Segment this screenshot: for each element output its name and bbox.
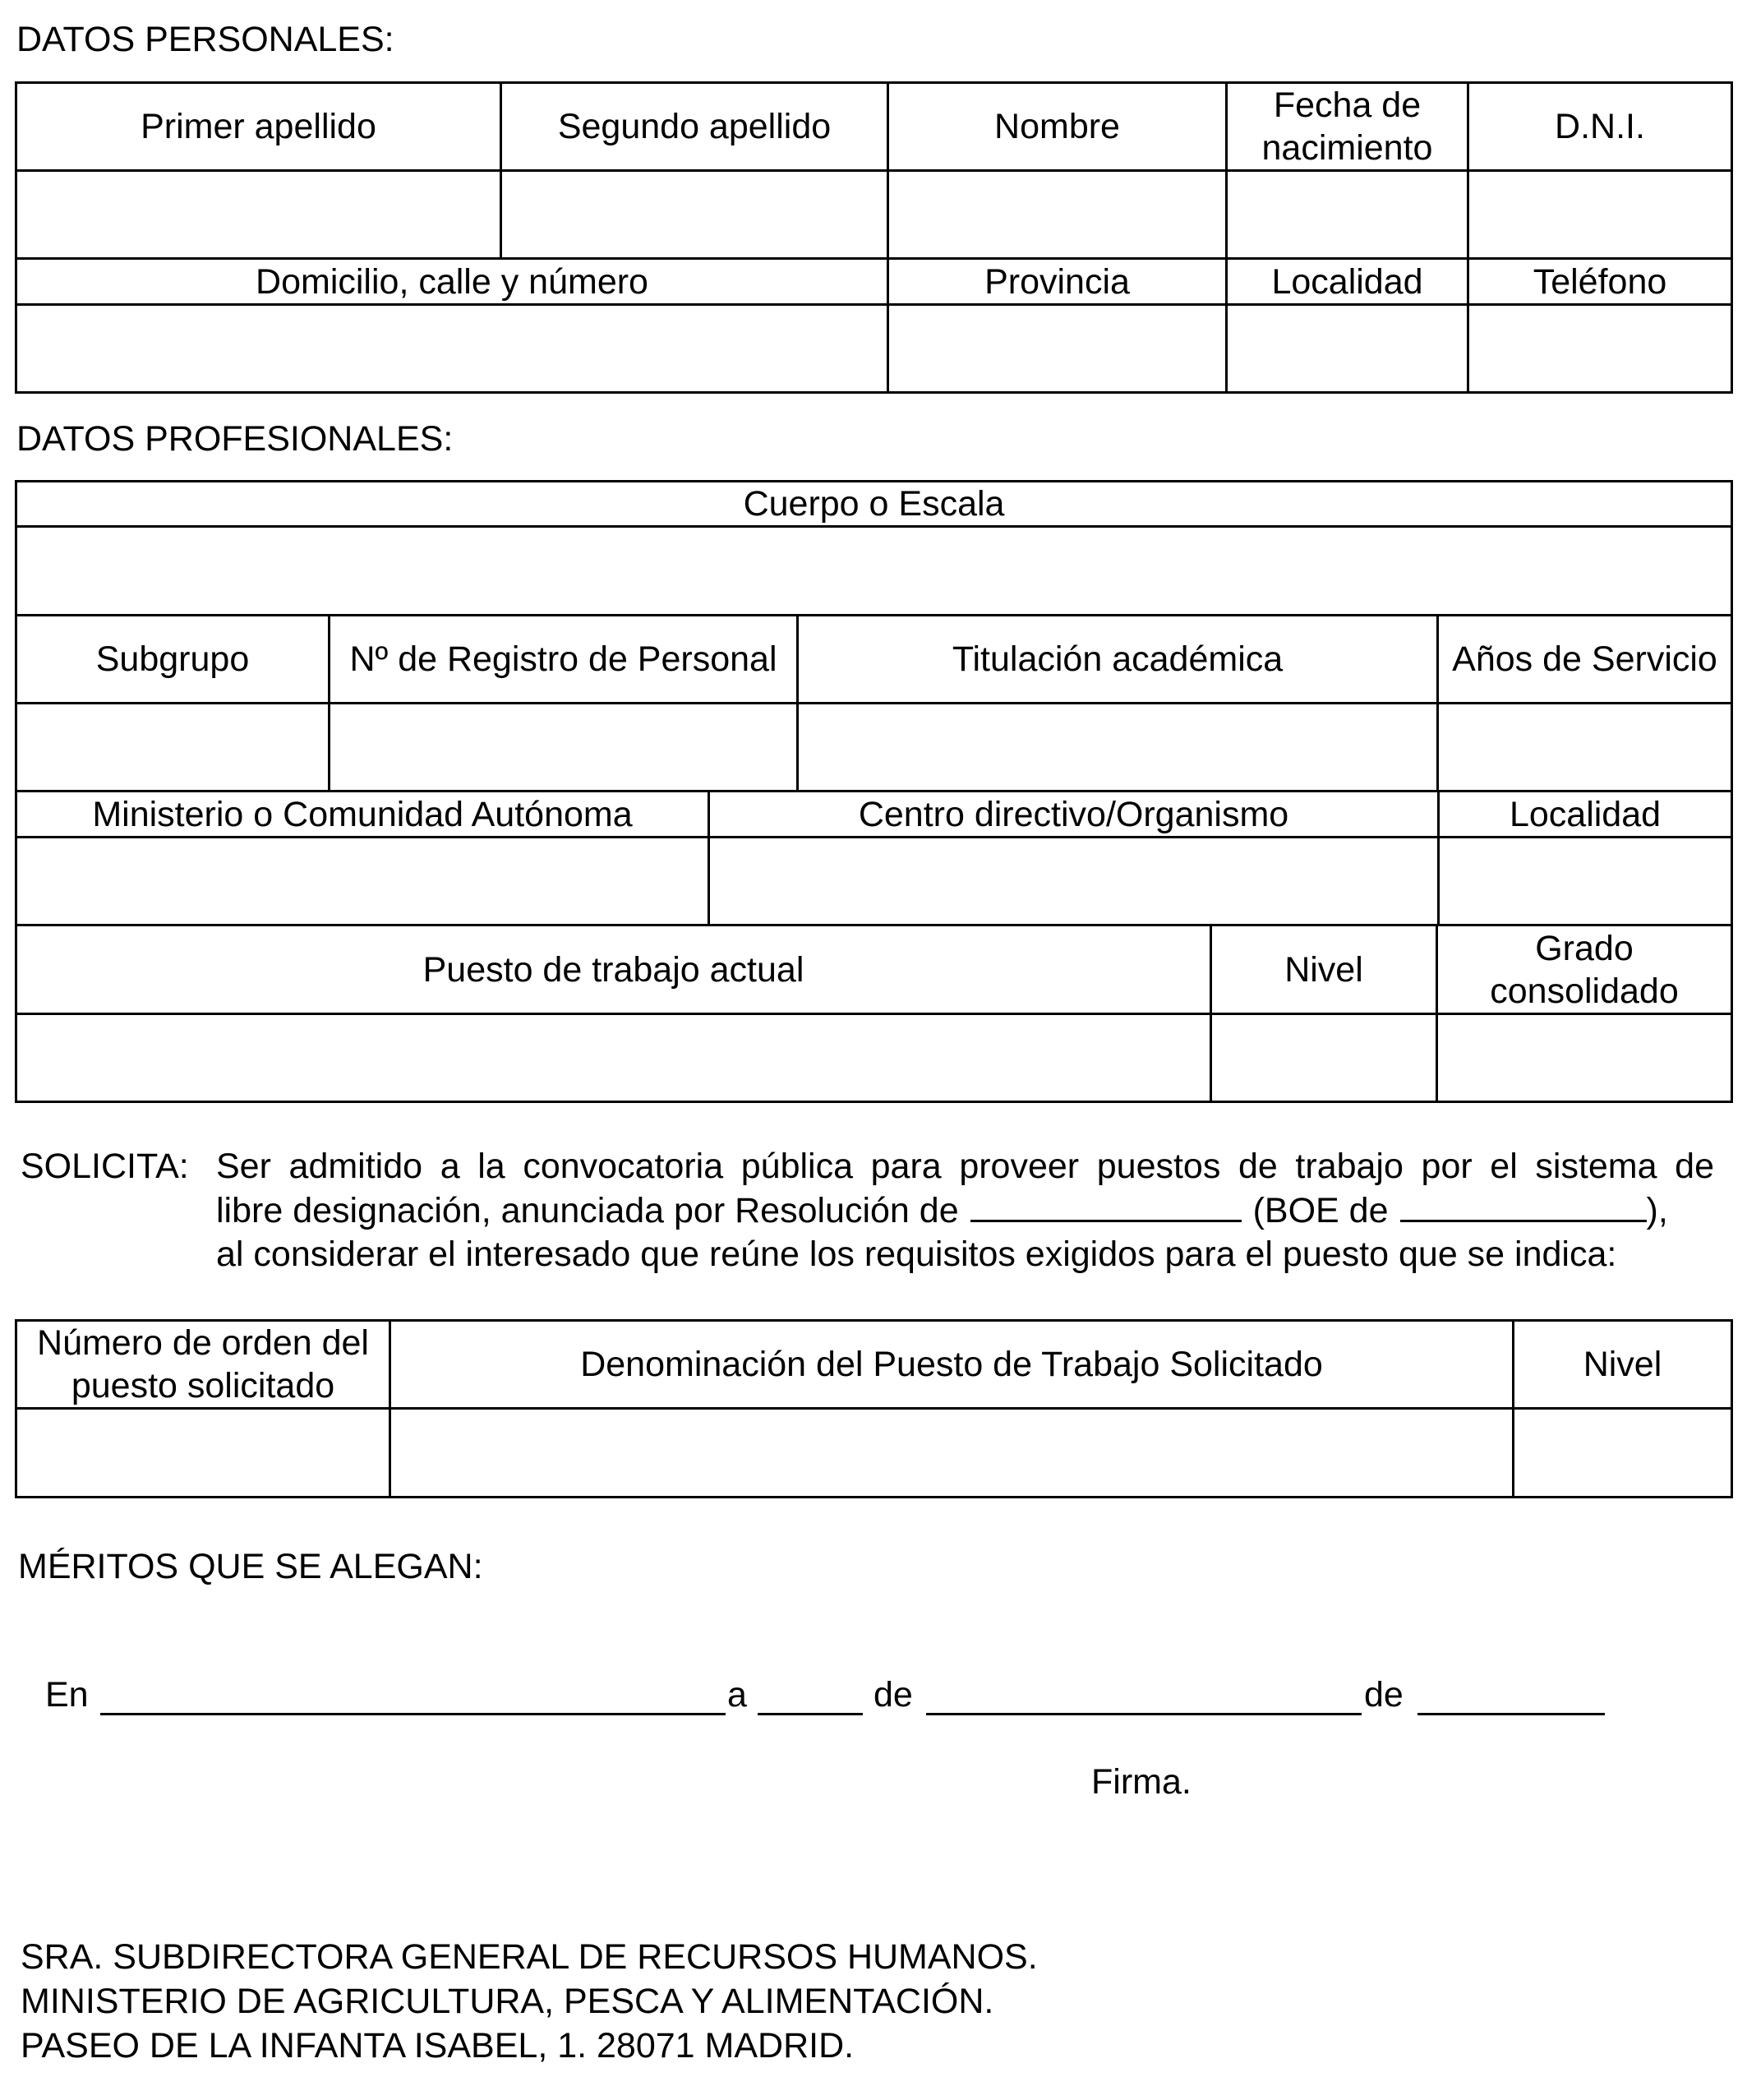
header-anos-servicio: Años de Servicio <box>1438 616 1732 704</box>
field-primer-apellido[interactable] <box>16 171 501 259</box>
professional-table-2 <box>15 790 1733 926</box>
section-title-personal: DATOS PERSONALES: <box>16 20 394 59</box>
footer-line-2: MINISTERIO DE AGRICULTURA, PESCA Y ALIMENTACIÓN. <box>21 1982 994 2021</box>
section-title-meritos: MÉRITOS QUE SE ALEGAN: <box>18 1547 483 1586</box>
ano-blank[interactable] <box>1417 1713 1605 1715</box>
professional-table-1 <box>15 480 1733 792</box>
field-provincia[interactable] <box>888 305 1227 393</box>
footer-line-3: PASEO DE LA INFANTA ISABEL, 1. 28071 MADRID. <box>21 2026 855 2065</box>
header-centro-directivo: Centro directivo/Organismo <box>709 792 1439 838</box>
field-segundo-apellido[interactable] <box>501 171 888 259</box>
header-denominacion-puesto: Denominación del Puesto de Trabajo Solicitado <box>390 1321 1514 1409</box>
header-telefono: Teléfono <box>1468 259 1732 305</box>
section-title-professional: DATOS PROFESIONALES: <box>16 419 454 459</box>
field-dni[interactable] <box>1468 171 1732 259</box>
field-registro-personal[interactable] <box>330 704 798 792</box>
field-numero-orden[interactable] <box>16 1409 390 1498</box>
header-cuerpo-escala: Cuerpo o Escala <box>16 482 1732 527</box>
fecha-en: En <box>45 1675 89 1715</box>
field-nombre[interactable] <box>888 171 1227 259</box>
header-registro-personal: Nº de Registro de Personal <box>330 616 798 704</box>
field-domicilio[interactable] <box>16 305 888 393</box>
header-puesto-actual: Puesto de trabajo actual <box>16 925 1211 1014</box>
professional-table-3 <box>15 924 1733 1103</box>
field-subgrupo[interactable] <box>16 704 330 792</box>
header-localidad: Localidad <box>1227 259 1468 305</box>
field-puesto-actual[interactable] <box>16 1014 1211 1102</box>
footer-line-1: SRA. SUBDIRECTORA GENERAL DE RECURSOS HUMANOS. <box>21 1937 1038 1977</box>
boe-date-blank[interactable] <box>1400 1188 1647 1222</box>
field-telefono[interactable] <box>1468 305 1732 393</box>
header-dni: D.N.I. <box>1468 83 1732 171</box>
solicita-line-2 <box>216 1188 1714 1233</box>
header-nivel-solicitado: Nivel <box>1514 1321 1732 1409</box>
puesto-table <box>15 1319 1733 1498</box>
header-provincia: Provincia <box>888 259 1227 305</box>
header-titulacion: Titulación académica <box>798 616 1438 704</box>
lugar-blank[interactable] <box>100 1713 726 1715</box>
field-centro-directivo[interactable] <box>709 838 1439 925</box>
header-ministerio: Ministerio o Comunidad Autónoma <box>16 792 709 838</box>
header-grado-consolidado: Grado consolidado <box>1437 925 1732 1014</box>
fecha-a: a <box>727 1675 747 1715</box>
field-localidad[interactable] <box>1227 305 1468 393</box>
header-segundo-apellido: Segundo apellido <box>501 83 888 171</box>
solicita-boe-text: (BOE de <box>1252 1191 1389 1230</box>
firma-label: Firma. <box>1091 1762 1192 1802</box>
fecha-de-2: de <box>1364 1675 1404 1715</box>
header-domicilio: Domicilio, calle y número <box>16 259 888 305</box>
header-localidad-prof: Localidad <box>1439 792 1732 838</box>
field-anos-servicio[interactable] <box>1438 704 1732 792</box>
field-titulacion[interactable] <box>798 704 1438 792</box>
mes-blank[interactable] <box>926 1713 1362 1715</box>
solicita-line-2-text: libre designación, anunciada por Resolución de <box>216 1191 959 1230</box>
field-localidad-prof[interactable] <box>1439 838 1732 925</box>
field-cuerpo-escala[interactable] <box>16 527 1732 616</box>
dia-blank[interactable] <box>758 1713 863 1715</box>
solicita-paragraph <box>216 1145 1714 1276</box>
resolucion-blank[interactable] <box>970 1188 1242 1222</box>
field-grado-consolidado[interactable] <box>1437 1014 1732 1102</box>
solicita-line-2-end: ), <box>1646 1191 1668 1230</box>
field-ministerio[interactable] <box>16 838 709 925</box>
personal-table <box>15 81 1733 394</box>
fecha-de-1: de <box>874 1675 913 1715</box>
solicita-label: SOLICITA: <box>21 1147 189 1186</box>
header-nombre: Nombre <box>888 83 1227 171</box>
header-nivel-actual: Nivel <box>1211 925 1437 1014</box>
header-fecha-nacimiento: Fecha de nacimiento <box>1227 83 1468 171</box>
header-subgrupo: Subgrupo <box>16 616 330 704</box>
field-denominacion-puesto[interactable] <box>390 1409 1514 1498</box>
field-nivel-actual[interactable] <box>1211 1014 1437 1102</box>
field-nivel-solicitado[interactable] <box>1514 1409 1732 1498</box>
solicita-line-1: Ser admitido a la convocatoria pública para proveer puestos de trabajo por el sistema de <box>216 1147 1714 1186</box>
header-numero-orden: Número de orden del puesto solicitado <box>16 1321 390 1409</box>
field-fecha-nacimiento[interactable] <box>1227 171 1468 259</box>
header-primer-apellido: Primer apellido <box>16 83 501 171</box>
solicita-line-3: al considerar el interesado que reúne los requisitos exigidos para el puesto que se indica: <box>216 1235 1617 1274</box>
